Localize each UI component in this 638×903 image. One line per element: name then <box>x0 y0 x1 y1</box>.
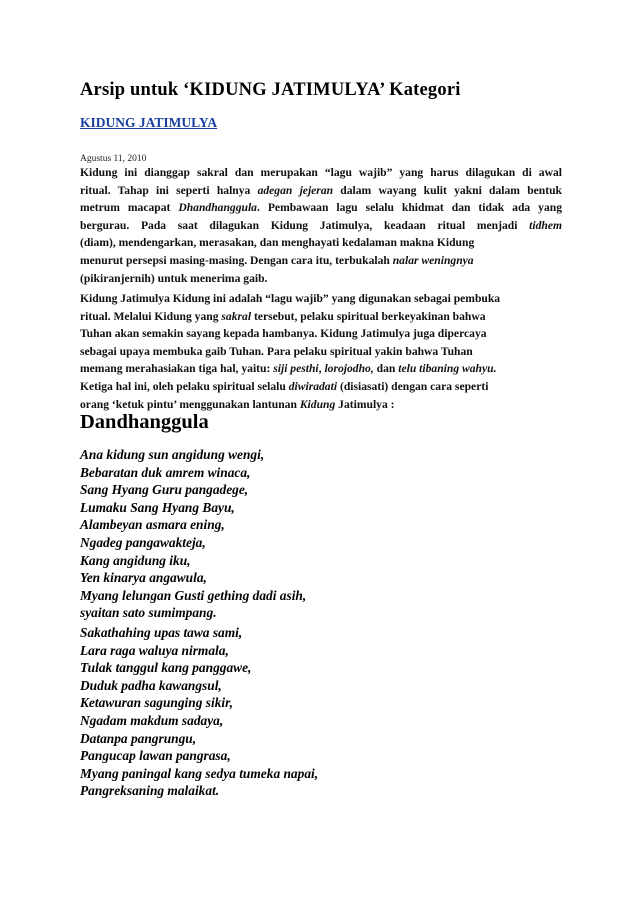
verse-line: Sang Hyang Guru pangadege, <box>80 482 249 498</box>
text-line: (pikiranjernih) untuk menerima gaib. <box>80 271 268 285</box>
verse-line: Tulak tanggul kang panggawe, <box>80 660 252 676</box>
verse-line: Ngadeg pangawakteja, <box>80 534 206 550</box>
verse-line: Datanpa pangrungu, <box>80 730 197 746</box>
text-line: bergurau. Pada saat dilagukan Kidung Jatimulya, keadaan ritual menjadi tidhem <box>80 218 562 232</box>
verse-line: Bebaratan duk amrem winaca, <box>80 464 251 480</box>
italic-term: Dhandhanggula <box>178 201 257 215</box>
text-line: ritual. Tahap ini seperti halnya adegan jejeran dalam wayang kulit yakni dalam bentuk <box>80 183 562 197</box>
text-line: Kidung ini dianggap sakral dan merupakan “lagu wajib” yang harus dilagukan di awal <box>80 166 562 179</box>
verse-line: Duduk padha kawangsul, <box>80 677 222 693</box>
text-line: Tuhan akan semakin sayang kepada hambanya. Kidung Jatimulya juga dipercaya <box>80 327 487 341</box>
archive-title: Arsip untuk ‘KIDUNG JATIMULYA’ Kategori <box>80 80 461 100</box>
verse-line: Myang paningal kang sedya tumeka napai, <box>80 765 319 781</box>
verse-line: Sakathahing upas tawa sami, <box>80 625 243 640</box>
verse-line: Alambeyan asmara ening, <box>80 517 225 533</box>
paragraph-description <box>80 290 562 413</box>
italic-term: nalar weningnya <box>392 253 474 267</box>
italic-term: diwiradati <box>288 379 338 393</box>
verse-line: Pangucap lawan pangrasa, <box>80 748 231 764</box>
text-line: orang ‘ketuk pintu’ menggunakan lantunan Kidung Jatimulya : <box>80 397 395 411</box>
section-heading: Dandhanggula <box>80 411 209 433</box>
verse-line: Lumaku Sang Hyang Bayu, <box>80 499 235 515</box>
verse-line: Kang angidung iku, <box>80 552 191 568</box>
italic-term: siji pesthi <box>273 362 319 376</box>
text-line: sebagai upaya membuka gaib Tuhan. Para pelaku spiritual yakin bahwa Tuhan <box>80 344 473 358</box>
verse-line: Yen kinarya angawula, <box>80 570 207 586</box>
text-line: (diam), mendengarkan, merasakan, dan menghayati kedalaman makna Kidung <box>80 236 475 250</box>
text-line: metrum macapat Dhandhanggula. Pembawaan lagu selalu khidmat dan tidak ada yang <box>80 201 562 215</box>
verse-line: Ana kidung sun angidung wengi, <box>80 447 265 462</box>
text-line: Kidung Jatimulya Kidung ini adalah “lagu wajib” yang digunakan sebagai pembuka <box>80 292 501 305</box>
text-line: Ketiga hal ini, oleh pelaku spiritual selalu diwiradati (disiasati) dengan cara seperti <box>80 379 489 393</box>
paragraph-intro <box>80 164 562 287</box>
category-link[interactable]: KIDUNG JATIMULYA <box>80 115 218 130</box>
verse-stanza-1 <box>80 446 306 622</box>
verse-line: Pangreksaning malaikat. <box>80 783 220 799</box>
verse-line: Myang lelungan Gusti gething dadi asih, <box>80 587 307 603</box>
italic-term: lorojodho, <box>324 362 374 376</box>
italic-term: adegan jejeran <box>257 183 334 197</box>
italic-term: Kidung <box>299 397 336 411</box>
post-date: Agustus 11, 2010 <box>80 154 147 164</box>
verse-line: Ketawuran sagunging sikir, <box>80 695 233 711</box>
verse-line: syaitan sato sumimpang. <box>80 605 217 621</box>
italic-term: sakral <box>221 309 252 323</box>
italic-term: telu tibaning wahyu. <box>398 362 497 376</box>
verse-line: Ngadam makdum sadaya, <box>80 712 224 728</box>
text-line: memang merahasiakan tiga hal, yaitu: siji pesthi, lorojodho, dan telu tibaning wahyu. <box>80 362 497 376</box>
verse-stanza-2 <box>80 624 318 800</box>
italic-term: tidhem <box>529 218 562 232</box>
verse-line: Lara raga waluya nirmala, <box>80 642 229 658</box>
text-line: menurut persepsi masing-masing. Dengan cara itu, terbukalah nalar weningnya <box>80 253 474 267</box>
text-line: ritual. Melalui Kidung yang sakral tersebut, pelaku spiritual berkeyakinan bahwa <box>80 309 486 323</box>
